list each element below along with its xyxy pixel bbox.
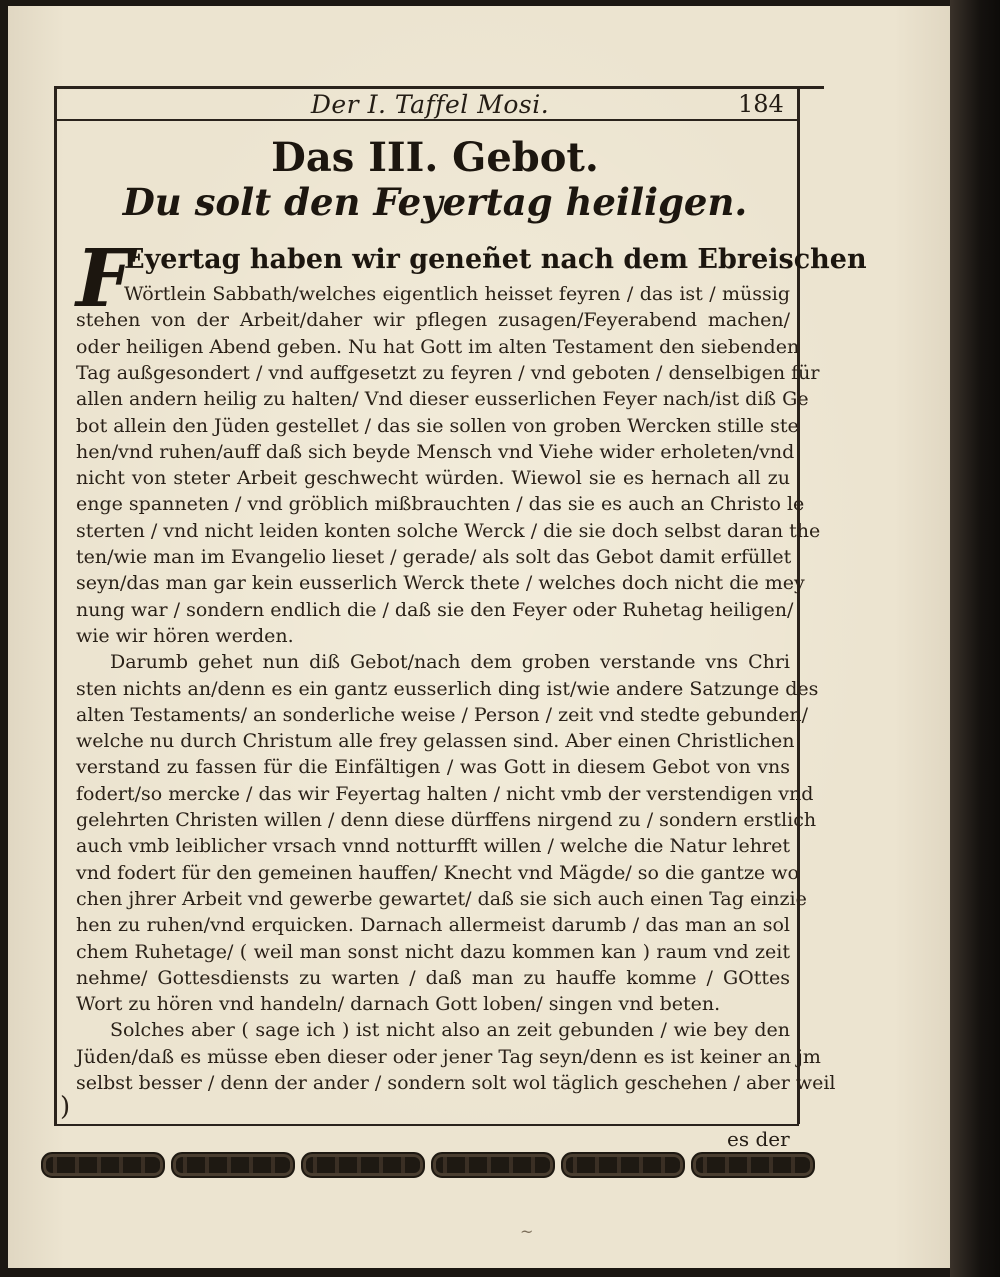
text-line: auch vmb leiblicher vrsach vnnd notturfft willen / welche die Natur lehret <box>76 835 790 857</box>
chapter-subtitle: Du solt den Feyertag heiligen. <box>122 180 748 224</box>
bottom-rule <box>54 1124 799 1126</box>
text-line: hen zu ruhen/vnd erquicken. Darnach allermeist darumb / das man an sol <box>76 914 790 936</box>
text-line: nicht von steter Arbeit geschwecht würden. Wiewol sie es hernach all zu <box>76 467 790 489</box>
page-number: 184 <box>738 90 784 118</box>
ornament-segment <box>301 1152 425 1178</box>
text-line: Solches aber ( sage ich ) ist nicht also an zeit gebunden / wie bey den <box>110 1019 790 1041</box>
catchword: es der <box>727 1127 790 1151</box>
decorative-ornament-band <box>38 1150 818 1180</box>
ornament-segment <box>431 1152 555 1178</box>
running-title: Der I. Taffel Mosi. <box>310 90 550 119</box>
text-line: nung war / sondern endlich die / daß sie den Feyer oder Ruhetag heiligen/ <box>76 599 794 621</box>
text-line: stehen von der Arbeit/daher wir pflegen zusagen/Feyerabend machen/ <box>76 309 790 331</box>
text-line: allen andern heilig zu halten/ Vnd dieser eusserlichen Feyer nach/ist diß Ge <box>76 388 809 410</box>
ornament-segment <box>41 1152 165 1178</box>
ornament-segment <box>171 1152 295 1178</box>
text-line: gelehrten Christen willen / denn diese dürffens nirgend zu / sondern erstlich <box>76 809 817 831</box>
text-line: chem Ruhetage/ ( weil man sonst nicht dazu kommen kan ) raum vnd zeit <box>76 941 790 963</box>
text-line: welche nu durch Christum alle frey gelassen sind. Aber einen Christlichen <box>76 730 795 752</box>
text-line: wie wir hören werden. <box>76 625 294 647</box>
text-line: seyn/das man gar kein eusserlich Werck thete / welches doch nicht die mey <box>76 572 805 594</box>
drop-cap-initial: F <box>76 231 133 325</box>
text-line: enge spanneten / vnd gröblich mißbrauchten / das sie es auch an Christo le <box>76 493 805 515</box>
opening-line: Eyertag haben wir geneñet nach dem Ebreischen <box>124 244 867 275</box>
text-line: bot allein den Jüden gestellet / das sie sollen von groben Wercken stille ste <box>76 415 799 437</box>
text-line: fodert/so mercke / das wir Feyertag halten / nicht vmb der verstendigen vnd <box>76 783 814 805</box>
text-line: ten/wie man im Evangelio lieset / gerade/ als solt das Gebot damit erfüllet <box>76 546 792 568</box>
text-line: hen/vnd ruhen/auff daß sich beyde Mensch vnd Viehe wider erholeten/vnd <box>76 441 795 463</box>
chapter-title: Das III. Gebot. <box>271 134 599 181</box>
ornament-segment <box>561 1152 685 1178</box>
text-line: nehme/ Gottesdiensts zu warten / daß man zu hauffe komme / GOttes <box>76 967 790 989</box>
text-line: Darumb gehet nun diß Gebot/nach dem groben verstande vns Chri <box>110 651 790 673</box>
text-line: oder heiligen Abend geben. Nu hat Gott im alten Testament den siebenden <box>76 336 800 358</box>
text-line: Wörtlein Sabbath/welches eigentlich heisset feyren / das ist / müssig <box>124 283 790 305</box>
margin-bracket-mark: ) <box>60 1092 71 1122</box>
text-line: sten nichts an/denn es ein gantz eusserlich ding ist/wie andere Satzunge des <box>76 678 819 700</box>
text-line: selbst besser / denn der ander / sondern solt wol täglich geschehen / aber weil <box>76 1072 836 1094</box>
text-line: Tag außgesondert / vnd auffgesetzt zu feyren / vnd geboten / denselbigen für <box>76 362 820 384</box>
text-line: sterten / vnd nicht leiden konten solche Werck / die sie doch selbst daran the <box>76 520 821 542</box>
text-line: chen jhrer Arbeit vnd gewerbe gewartet/ daß sie sich auch einen Tag einzie <box>76 888 807 910</box>
ornament-segment <box>691 1152 815 1178</box>
printer-mark: ~ <box>520 1222 534 1241</box>
text-line: alten Testaments/ an sonderliche weise / Person / zeit vnd stedte gebunden/ <box>76 704 809 726</box>
text-line: Wort zu hören vnd handeln/ darnach Gott loben/ singen vnd beten. <box>76 993 721 1015</box>
text-line: vnd fodert für den gemeinen hauffen/ Knecht vnd Mägde/ so die gantze wo <box>76 862 799 884</box>
text-line: verstand zu fassen für die Einfältigen / was Gott in diesem Gebot von vns <box>76 756 790 778</box>
text-line: Jüden/daß es müsse eben dieser oder jener Tag seyn/denn es ist keiner an jm <box>76 1046 821 1068</box>
scan-edge-shadow <box>950 0 1000 1277</box>
